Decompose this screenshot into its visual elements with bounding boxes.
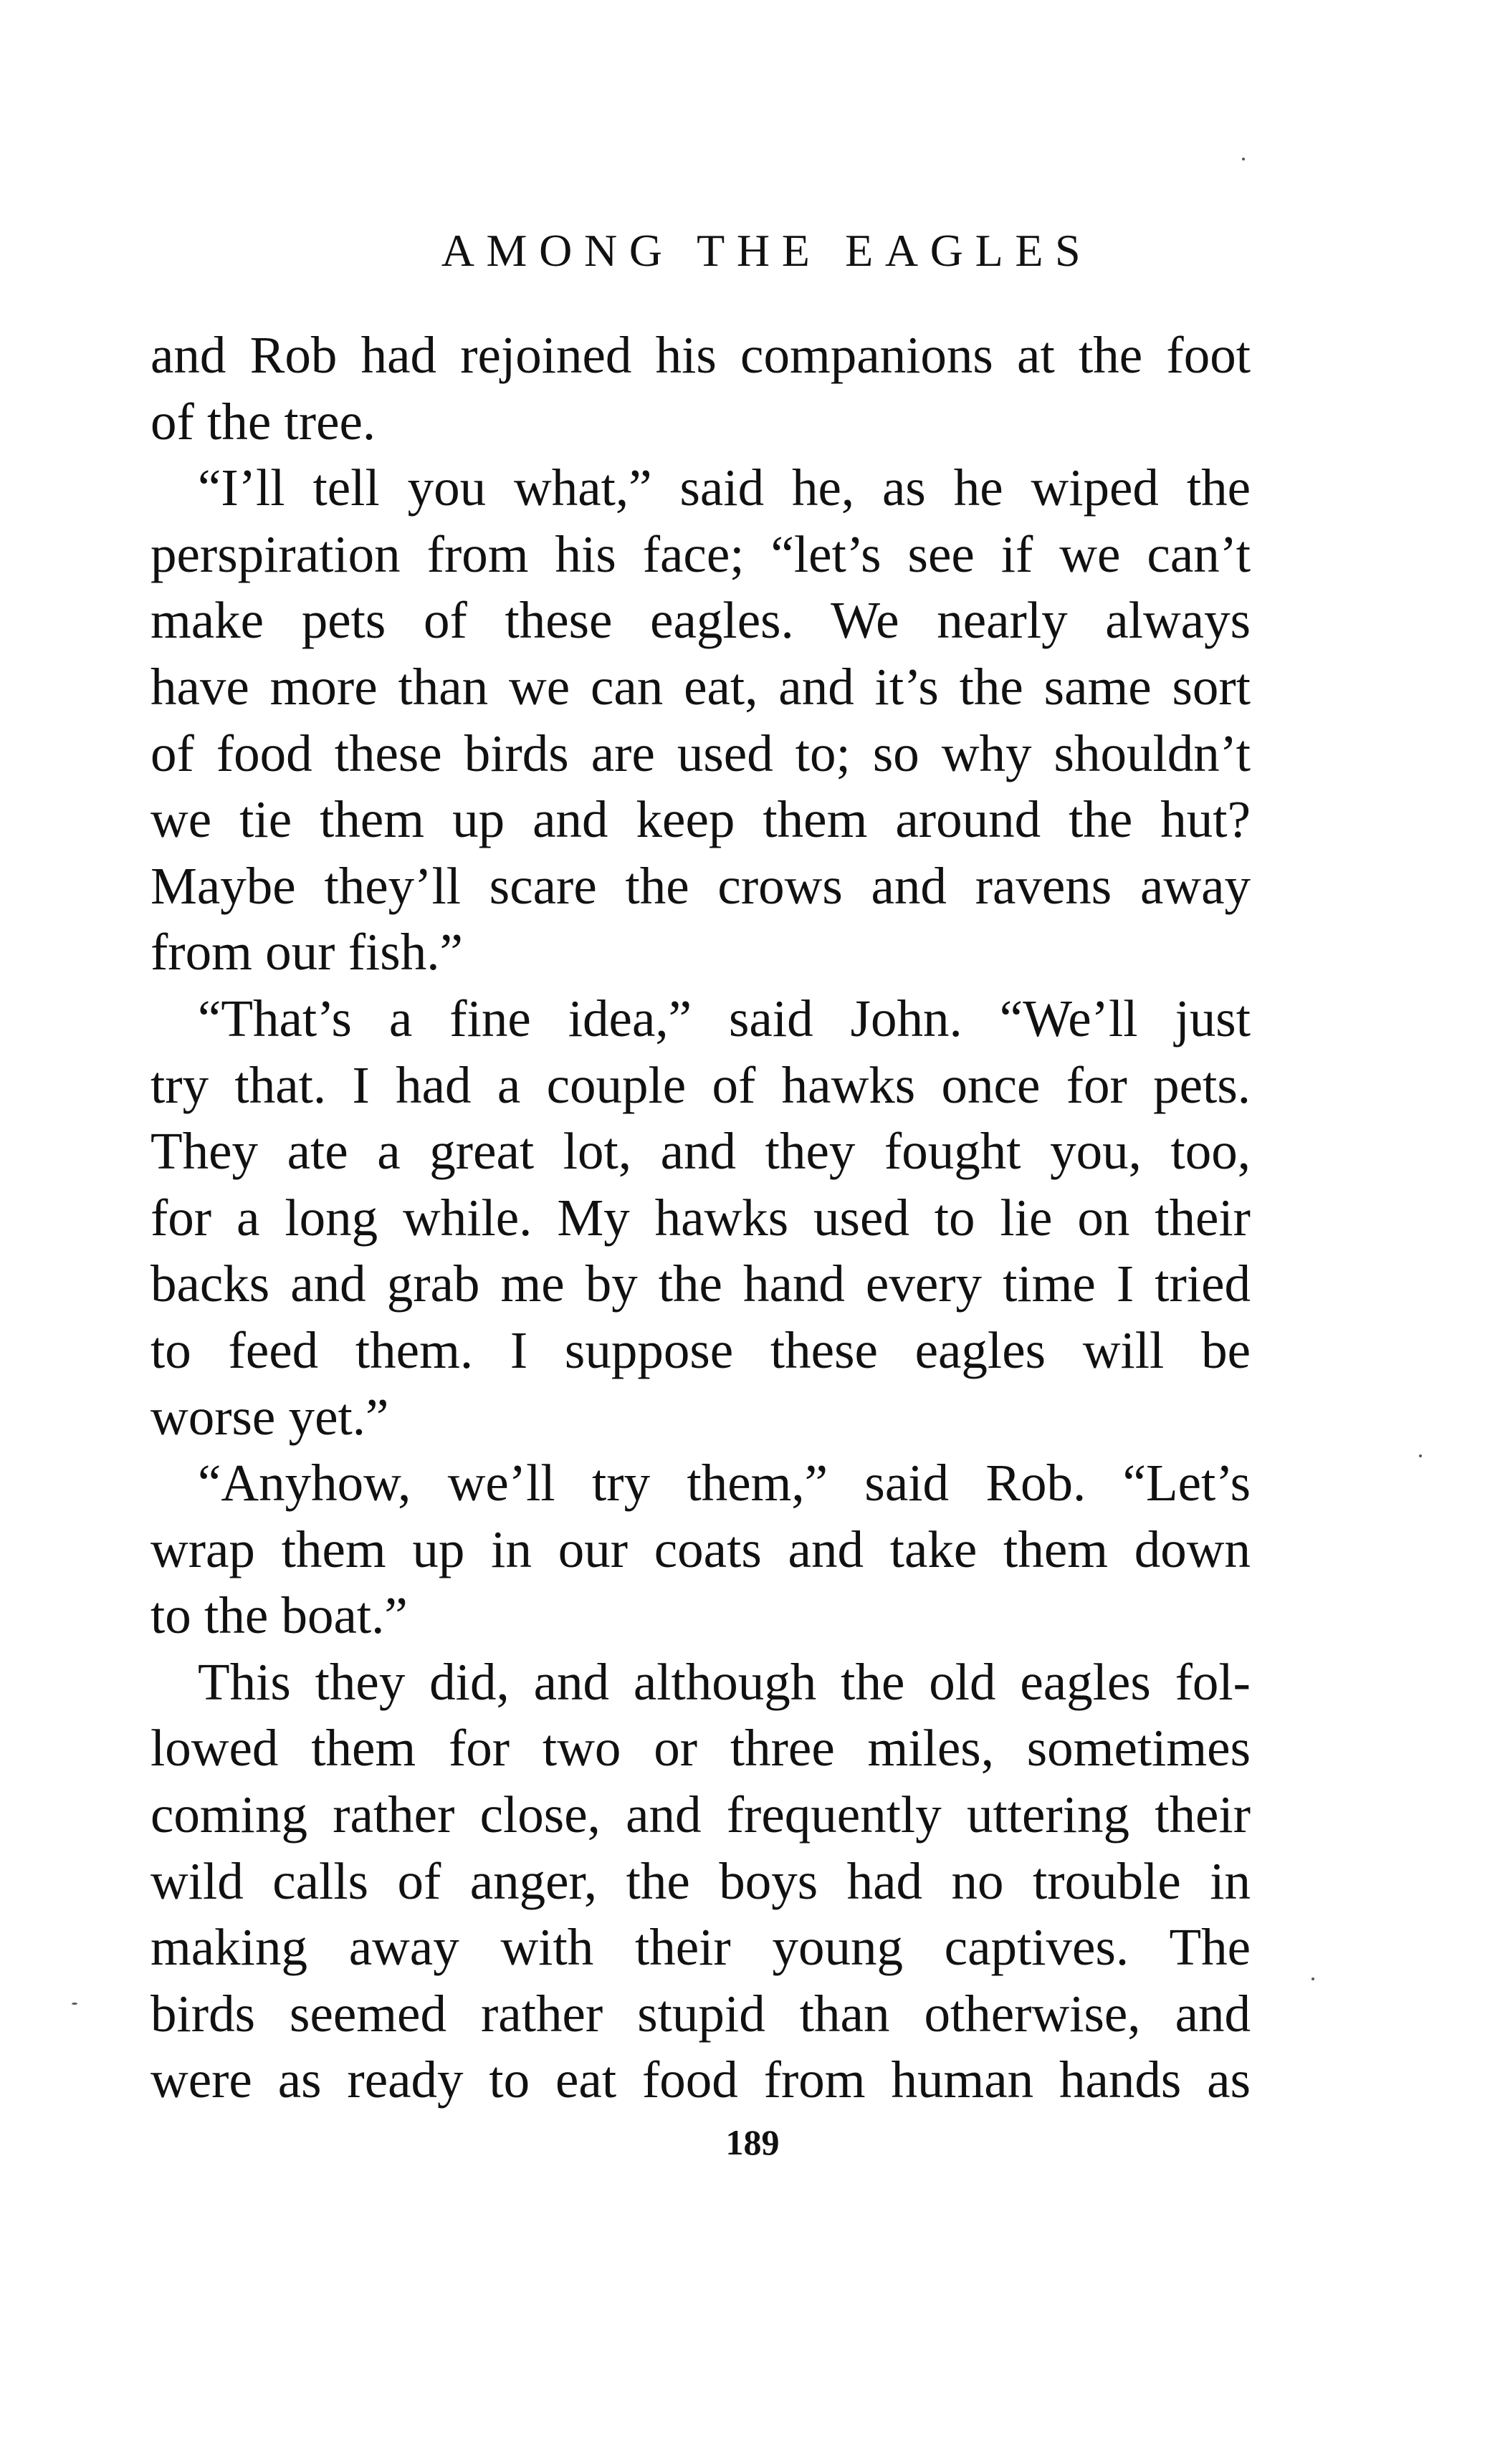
text-line: making away with their young captives. The xyxy=(150,1918,1251,1977)
body-text xyxy=(150,322,1251,2114)
text-line: wild calls of anger, the boys had no trouble in xyxy=(150,1851,1251,1910)
text-line: coming rather close, and frequently uttering their xyxy=(150,1785,1251,1844)
running-header: AMONG THE EAGLES xyxy=(441,225,1093,276)
text-line: for a long while. My hawks used to lie on their xyxy=(150,1188,1251,1247)
text-line: birds seemed rather stupid than otherwise, and xyxy=(150,1984,1251,2043)
text-line: “That’s a fine idea,” said John. “We’ll just xyxy=(198,989,1251,1048)
scan-speck xyxy=(72,2003,77,2005)
scan-speck xyxy=(1312,1978,1314,1980)
text-line: of food these birds are used to; so why shouldn’t xyxy=(150,724,1251,782)
text-line: to feed them. I suppose these eagles will be xyxy=(150,1320,1251,1379)
scan-speck xyxy=(1242,158,1245,160)
text-line: we tie them up and keep them around the hut? xyxy=(150,790,1251,849)
text-line: worse yet.” xyxy=(150,1387,389,1446)
text-line: lowed them for two or three miles, sometimes xyxy=(150,1719,1251,1778)
text-line: of the tree. xyxy=(150,392,376,451)
text-line: from our fish.” xyxy=(150,923,463,982)
text-line: Maybe they’ll scare the crows and ravens away xyxy=(150,856,1251,915)
text-line: “Anyhow, we’ll try them,” said Rob. “Let’s xyxy=(198,1454,1251,1513)
text-line: have more than we can eat, and it’s the same sort xyxy=(150,657,1251,716)
text-line: and Rob had rejoined his companions at the foot xyxy=(150,326,1251,384)
text-line: “I’ll tell you what,” said he, as he wiped the xyxy=(198,459,1251,517)
text-line: to the boat.” xyxy=(150,1586,408,1645)
text-line: They ate a great lot, and they fought you, too, xyxy=(150,1122,1251,1181)
text-line: try that. I had a couple of hawks once for pets. xyxy=(150,1055,1251,1114)
text-line: make pets of these eagles. We nearly always xyxy=(150,591,1251,650)
text-line: This they did, and although the old eagles fol- xyxy=(198,1652,1251,1711)
text-line: perspiration from his face; “let’s see if we can’t xyxy=(150,524,1251,583)
text-line: backs and grab me by the hand every time I tried xyxy=(150,1255,1251,1313)
text-line: wrap them up in our coats and take them down xyxy=(150,1520,1251,1578)
page-number: 189 xyxy=(725,2122,780,2162)
scan-speck xyxy=(1419,1454,1422,1457)
text-line: were as ready to eat food from human hands as xyxy=(150,2051,1251,2109)
